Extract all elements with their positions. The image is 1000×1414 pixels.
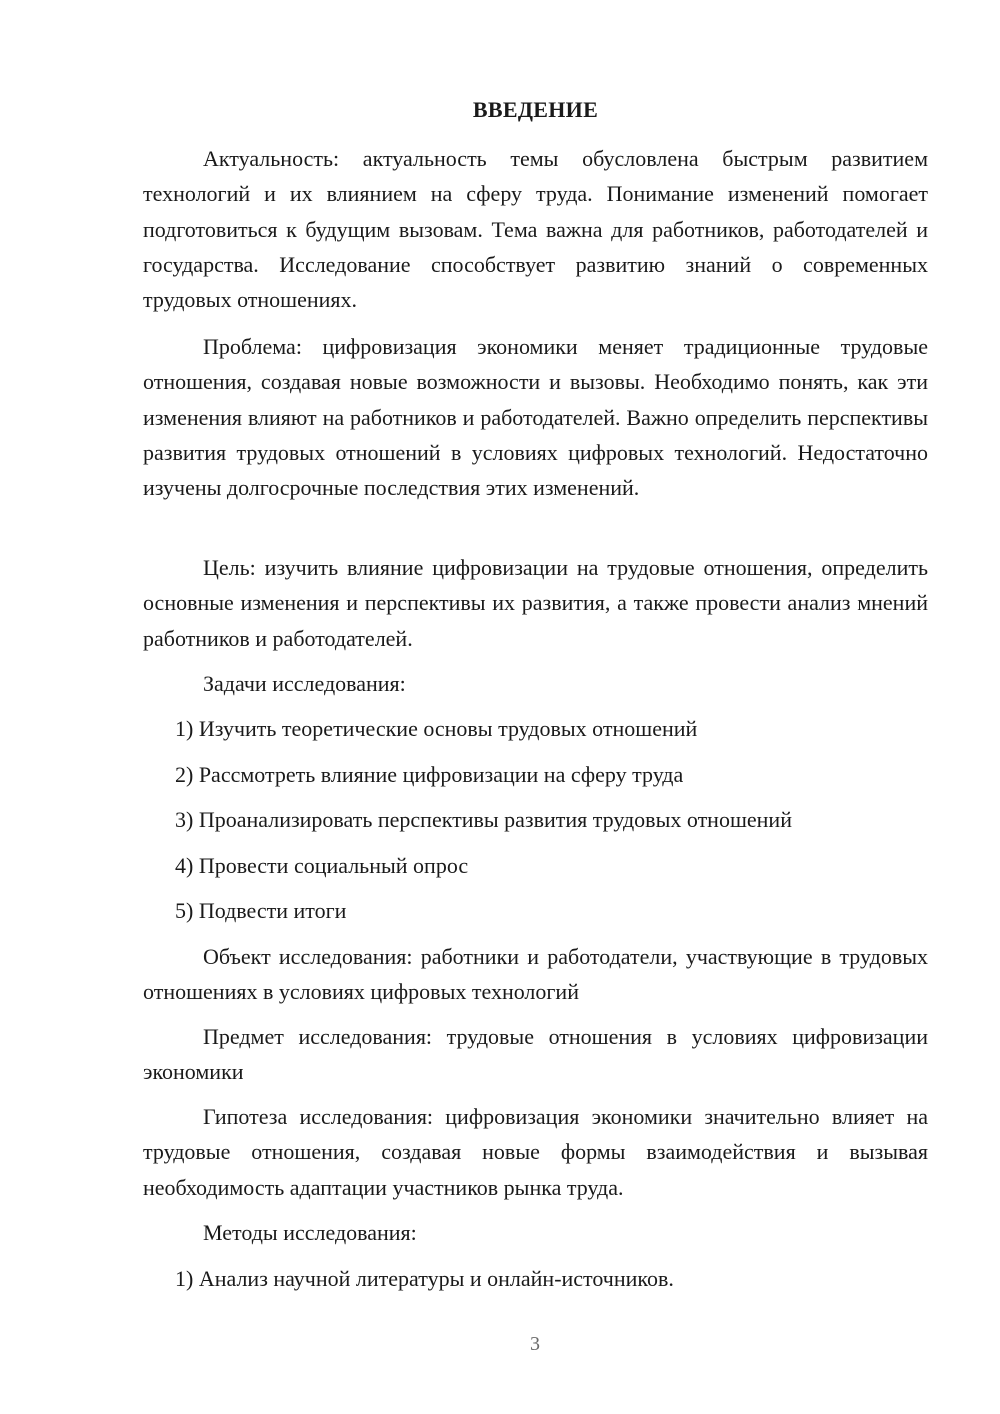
task-item: 3) Проанализировать перспективы развития трудовых отношений — [175, 807, 792, 832]
relevance-paragraph: Актуальность: актуальность темы обусловлена быстрым развитием технологий и их влиянием на сферу труда. Понимание изменений помогает подготовиться к будущим вызовам. Тема важна для работников, работодателей и государства. Исследование способствует развитию знаний о современных трудовых отношениях. — [143, 146, 928, 313]
task-item: 5) Подвести итоги — [175, 898, 347, 923]
object-paragraph: Объект исследования: работники и работодатели, участвующие в трудовых отношениях в условиях цифровых технологий — [143, 944, 928, 1005]
page-title: ВВЕДЕНИЕ — [472, 97, 599, 122]
task-item: 4) Провести социальный опрос — [175, 853, 469, 878]
task-item: 2) Рассмотреть влияние цифровизации на сферу труда — [175, 762, 684, 787]
methods-heading: Методы исследования: — [203, 1220, 417, 1245]
hypothesis-paragraph: Гипотеза исследования: цифровизация экономики значительно влияет на трудовые отношения, создавая новые формы взаимодействия и вызывая необходимость адаптации участников рынка труда. — [143, 1104, 928, 1200]
problem-paragraph: Проблема: цифровизация экономики меняет традиционные трудовые отношения, создавая новые возможности и вызовы. Необходимо понять, как эти изменения влияют на работников и работодателей. Важно определить перспективы развития трудовых отношений в условиях цифровых технологий. Недостаточно изучены долгосрочные последствия этих изменений. — [143, 334, 928, 501]
subject-paragraph: Предмет исследования: трудовые отношения в условиях цифровизации экономики — [143, 1024, 928, 1085]
goal-paragraph: Цель: изучить влияние цифровизации на трудовые отношения, определить основные изменения и перспективы их развития, а также провести анализ мнений работников и работодателей. — [143, 555, 928, 651]
page-number: 3 — [530, 1333, 540, 1355]
method-item: 1) Анализ научной литературы и онлайн-источников. — [175, 1266, 674, 1291]
task-item: 1) Изучить теоретические основы трудовых отношений — [175, 716, 698, 741]
tasks-heading: Задачи исследования: — [203, 671, 406, 696]
